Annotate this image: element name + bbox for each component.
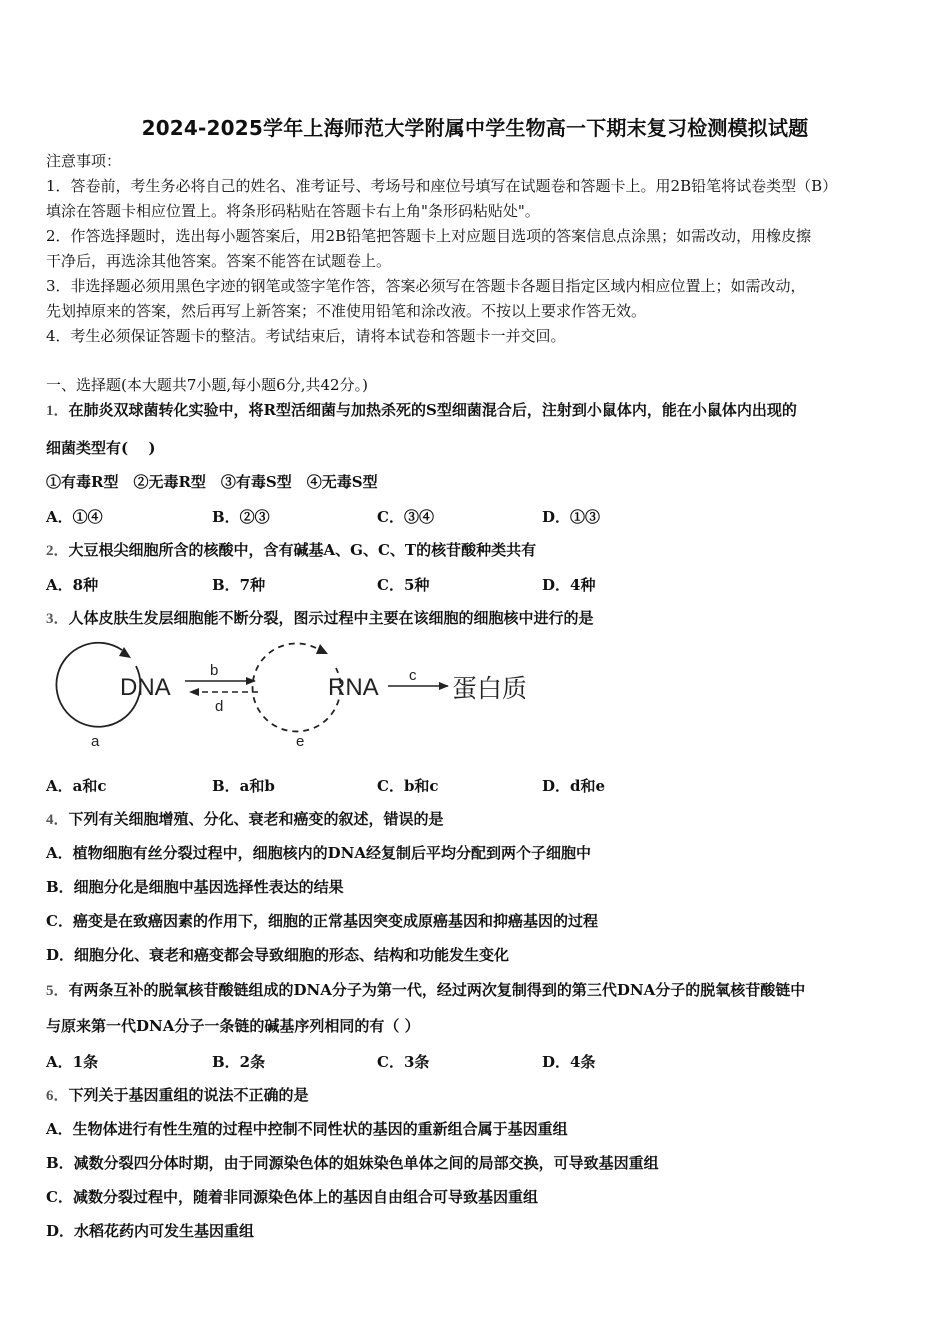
option-c[interactable]: C．3条: [377, 1053, 430, 1071]
question-number: 1．: [46, 403, 69, 419]
question-number: 4．: [46, 812, 69, 828]
question-text: 人体皮肤生发层细胞能不断分裂，图示过程中主要在该细胞的细胞核中进行的是: [68, 609, 594, 627]
option-a[interactable]: A．a和c: [46, 777, 107, 795]
notice-line: 3．非选择题必须用黑色字迹的钢笔或签字笔作答，答案必须写在答题卡各题目指定区域内相应位置上；如需改动，: [46, 277, 806, 295]
option-b[interactable]: B．细胞分化是细胞中基因选择性表达的结果: [46, 878, 344, 896]
question-1-items: ①有毒R型 ②无毒R型 ③有毒S型 ④无毒S型: [46, 473, 378, 491]
arrowhead-icon: [316, 644, 328, 654]
option-c[interactable]: C．b和c: [377, 777, 439, 795]
option-b[interactable]: B．2条: [212, 1053, 266, 1071]
option-d[interactable]: D．4条: [542, 1053, 596, 1071]
option-b[interactable]: B．7种: [212, 576, 266, 594]
question-text: 有两条互补的脱氧核苷酸链组成的DNA分子为第一代，经过两次复制得到的第三代DNA分子的脱氧核苷酸链中: [68, 981, 806, 999]
dna-label: DNA: [120, 674, 171, 701]
option-b[interactable]: B．减数分裂四分体时期，由于同源染色体的姐妹染色单体之间的局部交换，可导致基因重组: [46, 1154, 659, 1172]
question-1: [46, 400, 797, 421]
question-1-continued: 细菌类型有( ): [46, 439, 156, 457]
question-1-options: [46, 506, 906, 526]
question-number: 5．: [46, 983, 69, 999]
question-3: [46, 608, 594, 629]
question-4: [46, 809, 444, 830]
option-a[interactable]: A．植物细胞有丝分裂过程中，细胞核内的DNA经复制后平均分配到两个子细胞中: [46, 844, 591, 862]
question-number: 6．: [46, 1088, 69, 1104]
page-title: 2024-2025学年上海师范大学附属中学生物高一下期末复习检测模拟试题: [141, 116, 809, 140]
option-c[interactable]: C．癌变是在致癌因素的作用下，细胞的正常基因突变成原癌基因和抑癌基因的过程: [46, 912, 598, 930]
question-text: 下列关于基因重组的说法不正确的是: [68, 1086, 309, 1104]
option-b[interactable]: B．②③: [212, 508, 270, 526]
question-5-continued: 与原来第一代DNA分子一条链的碱基序列相同的有（ ）: [46, 1017, 420, 1035]
label-b: b: [210, 662, 219, 679]
option-a[interactable]: A．8种: [46, 576, 99, 594]
option-a[interactable]: A．生物体进行有性生殖的过程中控制不同性状的基因的重新组合属于基因重组: [46, 1120, 568, 1138]
question-5-options: [46, 1051, 906, 1071]
question-number: 2．: [46, 543, 69, 559]
option-d[interactable]: D．①③: [542, 508, 601, 526]
central-dogma-diagram: [40, 638, 560, 756]
question-text: 在肺炎双球菌转化实验中，将R型活细菌与加热杀死的S型细菌混合后，注射到小鼠体内，能在小鼠体内出现的: [68, 401, 797, 419]
question-text: 大豆根尖细胞所含的核酸中，含有碱基A、G、C、T的核苷酸种类共有: [68, 541, 537, 559]
option-c[interactable]: C．减数分裂过程中，随着非同源染色体上的基因自由组合可导致基因重组: [46, 1188, 538, 1206]
label-c: c: [409, 667, 417, 684]
notice-line: 2．作答选择题时，选出每小题答案后，用2B铅笔把答题卡上对应题目选项的答案信息点涂黑；如需改动，用橡皮擦: [46, 227, 812, 245]
notice-line: 干净后，再选涂其他答案。答案不能答在试题卷上。: [46, 252, 392, 270]
label-d: d: [215, 698, 224, 715]
option-d[interactable]: D．d和e: [542, 777, 606, 795]
option-c[interactable]: C．5种: [377, 576, 430, 594]
notice-line: 1．答卷前，考生务必将自己的姓名、准考证号、考场号和座位号填写在试题卷和答题卡上。用2B铅笔将试卷类型（B）: [46, 177, 838, 195]
option-d[interactable]: D．细胞分化、衰老和癌变都会导致细胞的形态、结构和功能发生变化: [46, 946, 510, 964]
section-header: 一、选择题(本大题共7小题,每小题6分,共42分。): [46, 376, 368, 394]
protein-label: 蛋白质: [452, 674, 528, 703]
notice-line: 先划掉原来的答案，然后再写上新答案；不准使用铅笔和涂改液。不按以上要求作答无效。: [46, 302, 647, 320]
question-2-options: [46, 574, 906, 594]
option-b[interactable]: B．a和b: [212, 777, 275, 795]
option-a[interactable]: A．1条: [46, 1053, 99, 1071]
label-e: e: [296, 733, 305, 750]
question-3-options: [46, 775, 906, 795]
notice-line: 4．考生必须保证答题卡的整洁。考试结束后，请将本试卷和答题卡一并交回。: [46, 327, 566, 345]
option-d[interactable]: D．水稻花药内可发生基因重组: [46, 1222, 255, 1240]
option-a[interactable]: A．①④: [46, 508, 103, 526]
question-5: [46, 980, 805, 1001]
question-number: 3．: [46, 611, 69, 627]
rna-label: RNA: [328, 674, 379, 701]
option-d[interactable]: D．4种: [542, 576, 596, 594]
notice-heading: 注意事项：: [46, 152, 122, 170]
question-2: [46, 540, 536, 561]
label-a: a: [91, 733, 100, 750]
option-c[interactable]: C．③④: [377, 508, 434, 526]
question-6: [46, 1085, 309, 1106]
notice-line: 填涂在答题卡相应位置上。将条形码粘贴在答题卡右上角"条形码粘贴处"。: [46, 202, 540, 220]
question-text: 下列有关细胞增殖、分化、衰老和癌变的叙述，错误的是: [68, 810, 444, 828]
